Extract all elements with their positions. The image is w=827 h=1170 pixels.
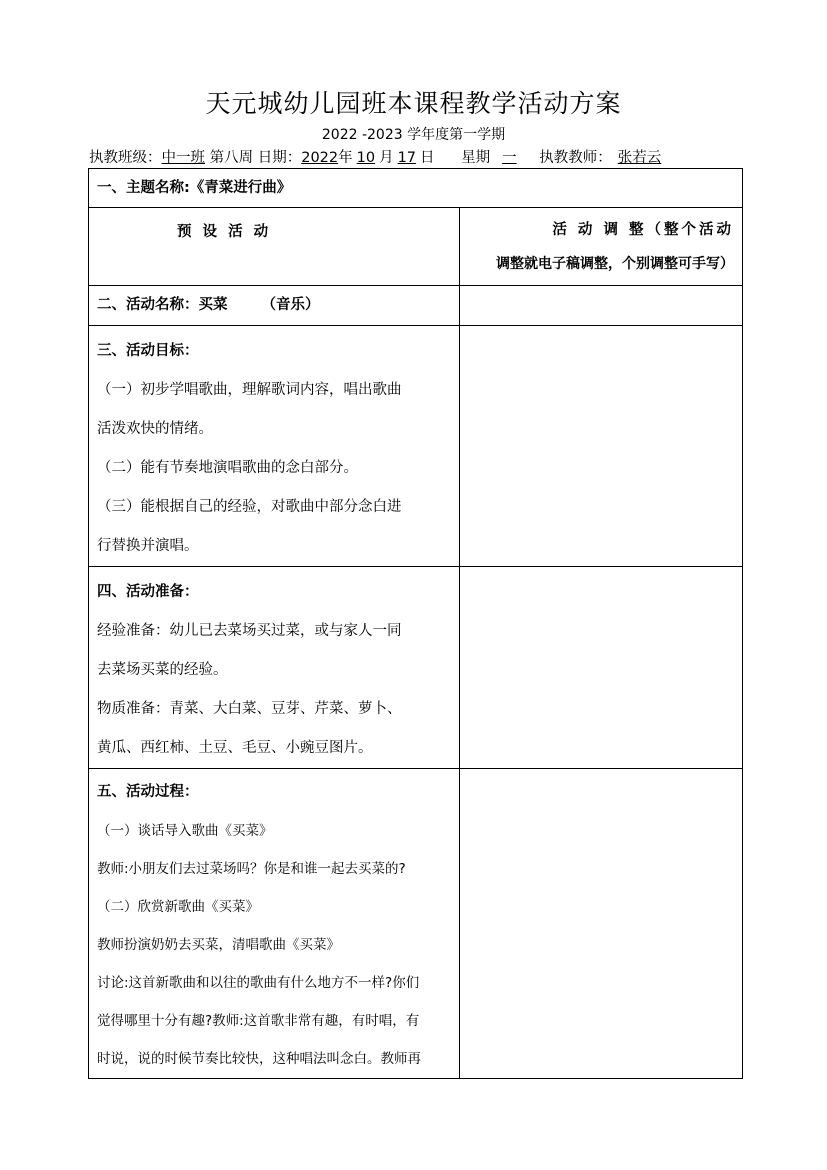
activity-name-label: 二、活动名称：买菜: [97, 297, 228, 313]
preparation-line: 物质准备：青菜、大白菜、豆芽、芹菜、萝卜、: [97, 701, 402, 717]
theme-cell: 一、主题名称:《青菜进行曲》: [89, 169, 743, 208]
semester-line: 2022 -2023 学年度第一学期: [321, 127, 506, 143]
year-value: 2022: [301, 150, 339, 166]
goals-line: 活泼欢快的情绪。: [97, 421, 213, 437]
preparation-cell: [89, 567, 460, 769]
adjustment-header-line1: 活 动 调 整（整个活动: [552, 222, 734, 238]
month-unit: 月: [379, 150, 394, 166]
week-value: 第八周: [209, 150, 254, 166]
preparation-adjust-cell: [459, 567, 742, 769]
process-line: （二）欣赏新歌曲《买菜》: [97, 899, 259, 915]
year-unit: 年: [338, 150, 353, 166]
goals-title: 三、活动目标：: [97, 343, 199, 359]
activity-type: （音乐）: [261, 297, 320, 313]
theme-row: [89, 169, 743, 208]
process-line: 时说，说的时候节奏比较快，这种唱法叫念白。教师再: [97, 1051, 421, 1067]
teacher-value: 张若云: [617, 150, 662, 166]
preparation-title: 四、活动准备：: [97, 584, 199, 600]
process-line: 觉得哪里十分有趣?教师:这首歌非常有趣，有时唱，有: [97, 1013, 420, 1029]
goals-line: 行替换并演唱。: [97, 538, 199, 554]
preparation-line: 去菜场买菜的经验。: [97, 662, 228, 678]
activity-name-row: [89, 286, 743, 326]
header-row: [89, 208, 743, 286]
page-title: 天元城幼儿园班本课程教学活动方案: [205, 89, 622, 118]
goals-line: （三）能根据自己的经验，对歌曲中部分念白进: [97, 499, 402, 515]
adjustment-header: [459, 208, 742, 286]
activity-plan-table: [88, 168, 743, 1079]
process-cell: [89, 769, 460, 1079]
class-label: 执教班级：: [89, 150, 162, 166]
teacher-label: 执教教师：: [539, 150, 612, 166]
goals-adjust-cell: [459, 326, 742, 567]
process-line: 教师:小朋友们去过菜场吗？你是和谁一起去买菜的?: [97, 861, 406, 877]
process-line: 讨论:这首新歌曲和以往的歌曲有什么地方不一样?你们: [97, 975, 420, 991]
preparation-row: [89, 567, 743, 769]
activity-name-cell: [89, 286, 460, 326]
preparation-line: 黄瓜、西红柿、土豆、毛豆、小豌豆图片。: [97, 740, 373, 756]
goals-row: [89, 326, 743, 567]
month-value: 10: [356, 150, 376, 166]
adjustment-header-line2: 调整就电子稿调整，个别调整可手写）: [496, 256, 734, 272]
process-line: （一）谈话导入歌曲《买菜》: [97, 823, 273, 839]
weekday-value: 一: [502, 150, 517, 166]
process-title: 五、活动过程：: [97, 784, 199, 800]
goals-line: （二）能有节奏地演唱歌曲的念白部分。: [97, 460, 358, 476]
process-adjust-cell: [459, 769, 742, 1079]
preset-activity-header: 预 设 活 动: [89, 208, 460, 286]
process-line: 教师扮演奶奶去买菜，清唱歌曲《买菜》: [97, 937, 340, 953]
day-value: 17: [397, 150, 417, 166]
class-value: 中一班: [161, 150, 205, 166]
date-label: 日期：: [257, 150, 302, 166]
activity-name-adjust-cell: [459, 286, 742, 326]
goals-cell: [89, 326, 460, 567]
process-row: [89, 769, 743, 1079]
goals-line: （一）初步学唱歌曲，理解歌词内容，唱出歌曲: [97, 382, 402, 398]
weekday-label: 星期: [461, 150, 491, 166]
preparation-line: 经验准备：幼儿已去菜场买过菜，或与家人一同: [97, 623, 402, 639]
day-unit: 日: [420, 150, 435, 166]
info-line: [89, 146, 749, 167]
